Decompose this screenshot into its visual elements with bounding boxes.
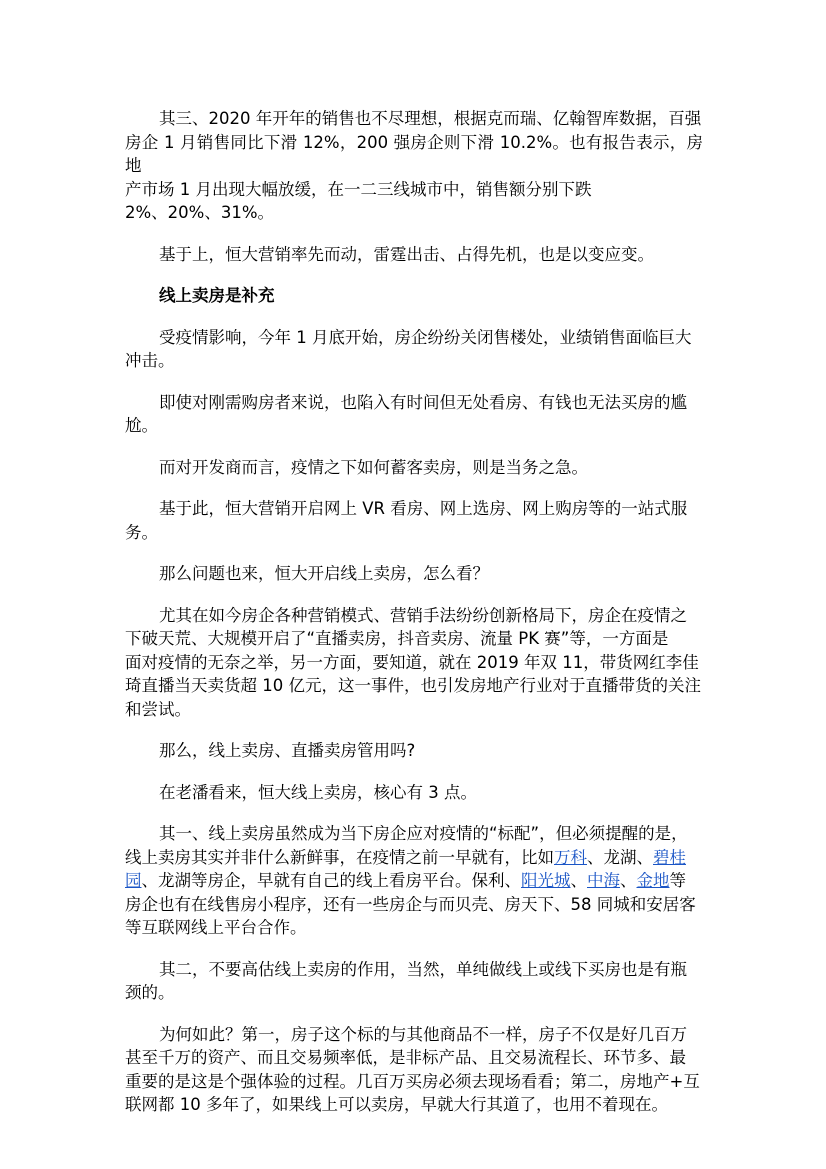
text-line: 甚至千万的资产、而且交易频率低，是非标产品、且交易流程长、环节多、最 xyxy=(125,1048,686,1067)
article-body xyxy=(125,107,703,1135)
text-line: 即使对刚需购房者来说，也陷入有时间但无处看房、有钱也无法买房的尴 xyxy=(159,392,687,412)
paragraph-livestream-sales xyxy=(125,604,703,722)
text-segment: 、 xyxy=(570,871,587,890)
paragraph-evergrande-response: 基于上，恒大营销率先而动，雷霆出击、占得先机，也是以变应变。 xyxy=(159,244,654,264)
link-vanke[interactable]: 万科 xyxy=(554,847,587,867)
text-line: 其一、线上卖房虽然成为当下房企应对疫情的“标配”，但必须提醒的是， xyxy=(159,824,688,843)
paragraph-buyer-dilemma xyxy=(125,391,703,438)
paragraph-question: 那么问题也来，恒大开启线上卖房，怎么看？ xyxy=(159,564,489,583)
text-line: 产市场 1 月出现大幅放缓，在一二三线城市中，销售额分别下跌 xyxy=(125,179,592,199)
link-sunshine-city[interactable]: 阳光城 xyxy=(521,871,571,890)
text-segment: 、龙湖、 xyxy=(587,847,653,867)
text-line xyxy=(125,846,703,870)
section-heading: 线上卖房是补充 xyxy=(159,286,275,305)
text-line: 为何如此？第一，房子这个标的与其他商品不一样，房子不仅是好几百万 xyxy=(159,1024,687,1044)
text-line: 2%、20%、31%。 xyxy=(125,203,275,222)
text-line: 联网都 10 多年了，如果线上可以卖房，早就大行其道了，也用不着现在。 xyxy=(125,1095,668,1114)
text-line: 颈的。 xyxy=(125,983,175,1002)
text-line: 受疫情影响，今年 1 月底开始，房企纷纷关闭售楼处，业绩销售面临巨大 xyxy=(159,327,692,347)
text-line: 等互联网线上平台合作。 xyxy=(125,918,307,937)
link-gemdale[interactable]: 金地 xyxy=(636,871,670,890)
text-segment: 、 xyxy=(620,871,637,890)
text-line: 尤其在如今房企各种营销模式、营销手法纷纷创新格局下，房企在疫情之 xyxy=(159,605,687,625)
paragraph-sales-decline xyxy=(125,107,703,225)
text-line: 重要的是这是个强体验的过程。几百万买房必须去现场看看；第二，房地产+互 xyxy=(125,1071,700,1091)
text-segment: 、龙湖等房企，早就有自己的线上看房平台。保利、 xyxy=(141,871,521,890)
paragraph-does-it-work: 那么，线上卖房、直播卖房管用吗? xyxy=(159,741,416,760)
text-segment: 等 xyxy=(669,871,686,890)
link-country-garden[interactable]: 碧桂 xyxy=(653,847,686,867)
text-line: 琦直播当天卖货超 10 亿元，这一事件，也引发房地产行业对于直播带货的关注 xyxy=(125,676,701,695)
text-segment: 线上卖房其实并非什么新鲜事，在疫情之前一早就有，比如 xyxy=(125,847,554,867)
paragraph-why xyxy=(125,1023,703,1117)
text-line: 下破天荒、大规模开启了“直播卖房，抖音卖房、流量 PK 赛”等，一方面是 xyxy=(125,629,669,648)
paragraph-point-two xyxy=(125,958,703,1005)
text-line: 冲击。 xyxy=(125,351,175,370)
paragraph-three-points: 在老潘看来，恒大线上卖房，核心有 3 点。 xyxy=(159,782,477,802)
text-line: 房企 1 月销售同比下滑 12%，200 强房企则下滑 10.2%。也有报告表示，房地 xyxy=(125,132,703,175)
link-country-garden-cont[interactable]: 园 xyxy=(125,871,142,890)
text-line: 其二，不要高估线上卖房的作用，当然，单纯做线上或线下买房也是有瓶 xyxy=(159,959,687,979)
text-line: 务。 xyxy=(125,522,158,542)
text-line: 和尝试。 xyxy=(125,699,191,719)
text-line: 基于此，恒大营销开启网上 VR 看房、网上选房、网上购房等的一站式服 xyxy=(159,499,688,518)
paragraph-point-one xyxy=(125,822,703,940)
text-line: 尬。 xyxy=(125,416,158,435)
paragraph-vr-service xyxy=(125,497,703,544)
text-line: 其三、2020 年开年的销售也不尽理想，根据克而瑞、亿翰智库数据，百强 xyxy=(159,109,702,128)
paragraph-developer-urgency: 而对开发商而言，疫情之下如何蓄客卖房，则是当务之急。 xyxy=(159,457,588,477)
text-line: 房企也有在线售房小程序，还有一些房企与而贝壳、房天下、58 同城和安居客 xyxy=(125,894,696,914)
text-line xyxy=(125,869,703,893)
paragraph-epidemic-impact xyxy=(125,326,703,373)
text-line: 面对疫情的无奈之举，另一方面，要知道，就在 2019 年双 11，带货网红李佳 xyxy=(125,652,699,672)
link-china-overseas[interactable]: 中海 xyxy=(587,871,620,890)
